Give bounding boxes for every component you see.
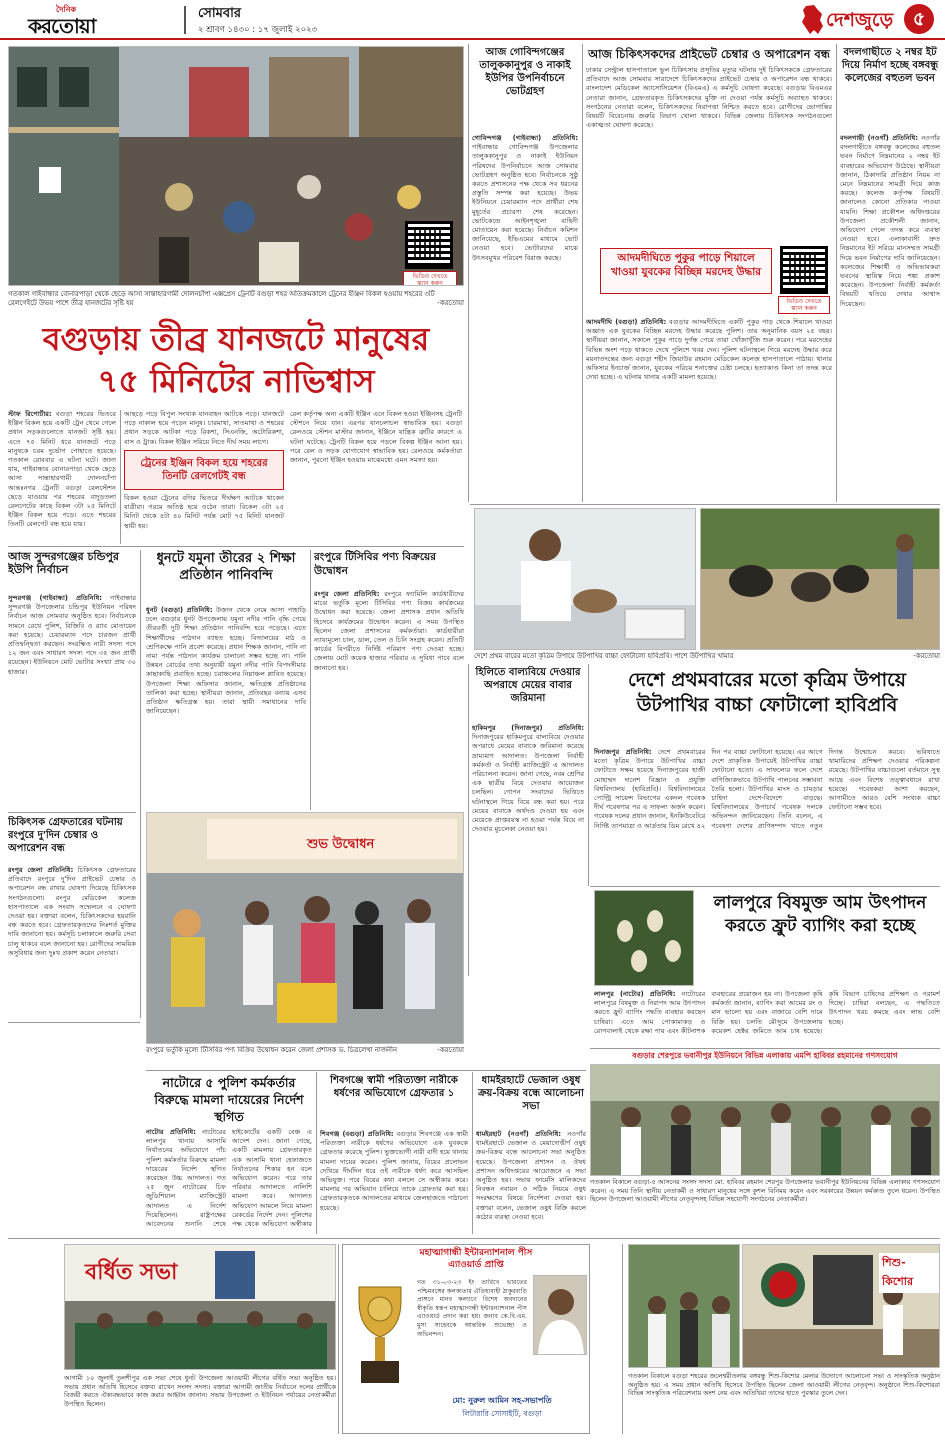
- badalgachhi-byline: বদলগাছী (নওগাঁ) প্রতিনিধি:: [840, 134, 919, 142]
- rangpur-photo-credit: -করতোয়া: [437, 1046, 464, 1054]
- lead-body-3: রেল কর্তৃপক্ষ অন্য একটি ইঞ্জিন এনে বিকল হওয়া ইঞ্জিনসহ ট্রেনটি স্টেশনে নিয়ে যান। এরপর যানচলাচল স্বাভাবিক হয়। বগুড়া রেলওয়ে স্টেশন মাস্টার জানান, ইঞ্জিনে যান্ত্রিক ত্রুটির কারণে এ ঘটনা ঘটেছে।: [290, 410, 462, 446]
- top-photo: [8, 46, 464, 286]
- natore-text: নাটোরের লালপুর থানায় আসামি নির্যাতনের অভিযোগে পাঁচ পুলিশ কর্মকর্তার বিরুদ্ধে মামলা দায়েরের নির্দেশ স্থগিত করেছেন উচ্চ আদালত। গত ২৫ জুন নাটোরের চিফ জুডিশিয়াল ম্যাজিস্ট্রেট আদালত এ নির্দেশ দিয়েছিলেন। রাষ্ট্রপক্ষের আবেদনের শুনানি শেষে হাইকোর্টের একটি বেঞ্চ এ আদেশ দেন। জানা গেছে, একটি মামলায় গ্রেফতারকৃত এক আসামি থানা হেফাজতে নির্যাতনের শিকার হন বলে অভিযোগ করেন। পরে তার পরিবার আদালতে নালিশি মামলা করে। আদালত অভিযোগ আমলে নিয়ে মামলা রেকর্ডের নির্দেশ দেন। পুলিশের পক্ষ থেকে অভিযোগ অস্বীকার: [146, 1128, 312, 1229]
- lead-body-5: ট্রেনটি বিকল হয়ে পড়লে বিকল্প ইঞ্জিন আনা হয়। পরে রেল ও সড়ক যোগাযোগ স্বাভাবিক হয়। রেলওয়ে কর্মকর্তারা জানান, পুরনো ইঞ্জিন হওয়ায় মাঝেমধ্যে এমন সমস্যা হয়।: [290, 437, 462, 465]
- rangpur-tcb-photo: [146, 812, 464, 1044]
- hili-text: দিনাজপুরের হাকিমপুরে বাল্যবিয়ে দেওয়ার অপরাধে মেয়ের বাবাকে জরিমানা করেছে ভ্রাম্যমাণ আদালত। উপজেলা নির্বাহী কর্মকর্তা ও নির্বাহী ম্যাজিস্ট্রেট এ আদালত পরিচালনা করেন। জানা গেছে, নবম শ্রেণির এক ছাত্রীর বিয়ে দেওয়ার আয়োজন চলছিল। গোপন সংবাদের ভিত্তিতে ঘটনাস্থলে গিয়ে বিয়ে বন্ধ করা হয়। পরে মেয়ের বাবাকে অর্থদণ্ড দেওয়া হয় এবং মেয়েকে প্রাপ্তবয়স্ক না হওয়া পর্যন্ত বিয়ে না দেওয়ার মুচলেকা নেওয়া হয়।: [472, 733, 584, 834]
- top-photo-credit: -করতোয়া: [437, 299, 464, 307]
- award-signature: মো: নুরুল আমিন সহ-সভাপতি: [452, 1396, 552, 1405]
- chikitsak-headline: আজ চিকিৎসকদের প্রাইভেট চেম্বার ও অপারেশন বন্ধ: [588, 47, 830, 61]
- trophy-icon: [349, 1281, 411, 1391]
- top-photo-qr: [405, 221, 453, 269]
- column-rule-c: [836, 44, 837, 502]
- dhamoirhat-body: [476, 1130, 586, 1234]
- rangpur-banner-text: শুভ উদ্বোধন: [307, 837, 375, 852]
- hili-byline: হাকিমপুর (দিনাজপুর) প্রতিনিধি:: [472, 724, 584, 732]
- gobindaganj-body: [472, 134, 578, 500]
- gobindaganj-text: গাইবান্ধার গোবিন্দগঞ্জ উপজেলার তালুককানুপুর ও নাকাই ইউনিয়ন পরিষদের উপনির্বাচনে আজ সোমবার ভোটগ্রহণ অনুষ্ঠিত হবে। নির্বাচনকে সুষ্ঠু করতে প্রশাসনের পক্ষ থেকে সব ধরনের প্রস্তুতি সম্পন্ন করা হয়েছে। উভয় ইউনিয়নে চেয়ারম্যান পদে প্রার্থীরা শেষ মুহূর্তের প্রচারণা শেষ করেছেন। ভোটকেন্দ্রে আইনশৃঙ্খলা বাহিনী মোতায়েন করা হয়েছে। নির্বাচন কমিশন জানিয়েছে, ইভিএমের মাধ্যমে ভোট নেওয়া হবে। ভোটারদের মাঝে উৎসবমুখর পরিবেশ বিরাজ করছে।: [472, 143, 578, 262]
- column-rule-i: [472, 1072, 473, 1234]
- column-rule-d: [140, 550, 141, 1018]
- dhunot-byline: ধুনট (বগুড়া) প্রতিনিধি:: [146, 606, 213, 614]
- mango-tree-image: [595, 891, 694, 986]
- pukur-qr-note: ভিডিও দেখতে স্ক্যান করুন: [778, 296, 830, 314]
- sundarganj-byline: সুন্দরগঞ্জ (গাইবান্ধা) প্রতিনিধি:: [8, 594, 102, 602]
- bangladesh-map-icon: [800, 4, 824, 36]
- lab-researcher-image: [475, 509, 696, 650]
- natore-byline: নাটোর প্রতিনিধি:: [146, 1128, 196, 1136]
- sherpur-title: বগুড়ার শেরপুরে ভবানীপুর ইউনিয়নে বিভিন্ন এলাকায় এমপি হাবিবর রহমানের গণসংযোগ: [632, 1051, 898, 1060]
- lead-headline: বগুড়ায় তীব্র যানজটে মানুষের ৭৫ মিনিটের নাভিশ্বাস: [42, 320, 430, 400]
- rangpur-chamber-body: [8, 866, 136, 1018]
- bardhito-sabha-caption: আগামী ১০ জুলাই তুলশীপুর এক সভা শেষে ধুনট উপজেলা আওয়ামী লীগের বর্ধিত সভা অনুষ্ঠিত হয়। সভায় প্রধান অতিথি হিসেবে বক্তব্য রাখেন সংসদ সদস্য। বক্তারা আগামী জাতীয় নির্বাচনে দলের প্রার্থীকে বিজয়ী করতে ঐক্যবদ্ধভাবে কাজ করার আহ্বান জানান। সভায় উপজেলা ও ইউনিয়ন পর্যায়ের নেতাকর্মীরা উপস্থিত ছিলেন।: [64, 1374, 336, 1408]
- shishu-photo-left: [628, 1244, 740, 1368]
- pukur-qr: [780, 246, 828, 294]
- column-rule-g: [588, 664, 589, 886]
- bardhito-sabha-banner: বর্ধিত সভা: [85, 1259, 178, 1285]
- rangpur-chamber-byline: রংপুর জেলা প্রতিনিধি:: [8, 866, 74, 874]
- pukur-headline: আদমদীঘিতে পুকুর পাড়ে শিয়ালে খাওয়া যুবকের বিচ্ছিন্ন মরদেহ উদ্ধার: [610, 252, 762, 278]
- shishu-photo-right: [742, 1244, 940, 1368]
- column-rule-b: [582, 44, 583, 502]
- lalpur-body: [594, 990, 940, 1044]
- lead-body-1: বগুড়া শহরের ভিতরে ইঞ্জিন বিকল হয়ে একটি ট্রেন থেমে গেলে প্রধান সড়কগুলোতে যানজট সৃষ্টি হয়। এতে ৭৫ মিনিট ধরে যানজটে পড়ে মানুষকে চরম দুর্ভোগ পোহাতে হয়েছে। গতকাল রোববার এ ঘটনা ঘটে। জানা যায়, গাইবান্ধার বোনারপাড়া থেকে ছেড়ে আসা সান্তাহারগামী দোলনচাঁপা আন্তঃনগর ট্রেনটি বগুড়া রেলস্টেশন ছেড়ে যাওয়ার পর শহরের বাদুড়তলা রেলগেটের কাছে বিকল ৩টা ২৫ মিনিটে ইঞ্জিন বিকল হয়ে পড়ে। এতে শহরের তিনটি রেলগেট বন্ধ হয়ে যায়।: [8, 410, 116, 529]
- lead-pull-quote-text: ট্রেনের ইঞ্জিন বিকল হয়ে শহরের তিনটি রেলগেটই বন্ধ: [140, 458, 268, 482]
- habipro-headline: দেশে প্রথমবারের মতো কৃত্রিম উপায়ে উটপাখির বাচ্চা ফোটালো হাবিপ্রবি: [628, 669, 906, 716]
- badalgachhi-body: [840, 134, 940, 500]
- masthead-date: ২ শ্রাবণ ১৪৩০ : ১৭ জুলাই ২০২৩: [198, 25, 318, 35]
- qr-code-icon: [780, 246, 828, 294]
- masthead-day: সোমবার: [198, 6, 242, 21]
- ostrich-caption-text: দেশে প্রথম বারের মতো কৃত্রিম উপায়ে উটপাখির বাচ্চা ফোটালো হাবিপ্রবি। পাশে উটপাখির খামার: [474, 652, 734, 660]
- habipro-text: দেশে প্রথমবারের মতো কৃত্রিম উপায়ে উটপাখির বাচ্চা ফোটাতে সক্ষম হয়েছে দিনাজপুরের হাজী মোহাম্মদ দানেশ বিজ্ঞান ও প্রযুক্তি বিশ্ববিদ্যালয় (হাবিপ্রবি)। বিশ্ববিদ্যালয়ের পোল্ট্রি সায়েন্স বিভাগের একদল গবেষক দীর্ঘ গবেষণার পর এ সাফল্য অর্জন করেন। গবেষক দলের প্রধান জানান, ইনকিউবেটরে নির্দিষ্ট তাপমাত্রা ও আর্দ্রতায় ডিম রেখে ৪২ দিন পর বাচ্চা ফোটানো হয়েছে। এর আগে দেশে প্রাকৃতিক উপায়েই উটপাখির বাচ্চা ফোটানো হতো। এ সাফল্যের ফলে দেশে বাণিজ্যিকভাবে উটপাখি পালনের সম্ভাবনা তৈরি হলো। উটপাখির মাংস ও চামড়ার চাহিদা দেশে-বিদেশে বাড়ছে। বিশ্ববিদ্যালয়ের উপাচার্য গবেষক দলকে অভিনন্দন জানিয়েছেন। তিনি বলেন, এ গবেষণা দেশের প্রাণিসম্পদ খাতে নতুন দিগন্ত উন্মোচন করবে। ভবিষ্যতে খামারিদের প্রশিক্ষণ দেওয়ার পরিকল্পনা রয়েছে। উটপাখির বাচ্চাগুলো বর্তমানে সুস্থ আছে এবং বিশেষ তত্ত্বাবধানে রাখা হয়েছে। গবেষকরা আশা করছেন, আগামীতে আরও বেশি সংখ্যক বাচ্চা ফোটানো সম্ভব হবে।: [594, 748, 940, 830]
- crowd-portrait-image: [629, 1245, 740, 1368]
- sherpur-photo: [590, 1064, 940, 1176]
- gobindaganj-byline: গোবিন্দগঞ্জ (গাইবান্ধা) প্রতিনিধি:: [472, 134, 578, 142]
- bardhito-sabha-photo: [64, 1244, 336, 1370]
- dhamoirhat-byline: ধামইরহাট (নওগাঁ) প্রতিনিধি:: [476, 1130, 562, 1138]
- portrait-image: [534, 1276, 587, 1355]
- award-ad: [342, 1244, 590, 1434]
- award-portrait: [533, 1275, 587, 1355]
- badalgachhi-text: নওগাঁর বদলগাছীতে বঙ্গবন্ধু কলেজের বহুতল ভবন নির্মাণে নিম্নমানের ২ নম্বর ইট ব্যবহারের অভিযোগ উঠেছে। স্থানীয়রা জানান, ঠিকাদারি প্রতিষ্ঠান নিয়ম না মেনে নিম্নমানের সামগ্রী দিয়ে কাজ করছে। কলেজ কর্তৃপক্ষ বিষয়টি জানালেও কোনো প্রতিকার পাওয়া যায়নি। শিক্ষা প্রকৌশল অধিদপ্তরের উপজেলা প্রকৌশলী জানান, অভিযোগ পেলে তদন্ত করে ব্যবস্থা নেওয়া হবে। এলাকাবাসী দ্রুত নিম্নমানের ইট সরিয়ে মানসম্মত সামগ্রী দিয়ে ভবন নির্মাণের দাবি জানিয়েছেন। কলেজের শিক্ষার্থী ও অভিভাবকরা ভবনের স্থায়িত্ব নিয়ে শঙ্কা প্রকাশ করেছেন। উপজেলা নির্বাহী কর্মকর্তা বিষয়টি খতিয়ে দেখার আশ্বাস দিয়েছেন।: [840, 134, 940, 308]
- pukur-text: বগুড়ার আদমদীঘিতে একটি পুকুর পাড় থেকে শিয়ালে খাওয়া অজ্ঞাত এক যুবকের বিচ্ছিন্ন মরদেহ উদ্ধার করেছে পুলিশ। তার অনুমানিক বয়স ২৫ বছর। স্থানীয়রা জানান, সকালে পুকুর পাড়ে দুর্গন্ধ পেয়ে তারা খোঁজাখুঁজি শুরু করেন। পরে মরদেহের বিভিন্ন অংশ পড়ে থাকতে দেখে পুলিশে খবর দেন। পুলিশ ঘটনাস্থলে গিয়ে মরদেহ উদ্ধার করে ময়নাতদন্তের জন্য বগুড়া শহীদ জিয়াউর রহমান মেডিকেল কলেজ হাসপাতালে পাঠায়। থানার অফিসার ইনচার্জ জানান, যুবকের পরিচয় শনাক্তের চেষ্টা চলছে। হত্যাকাণ্ড কিনা তা তদন্ত করে দেখা হচ্ছে। এ ঘটনায় থানায় একটি মামলা হয়েছে।: [586, 318, 832, 382]
- sherpur-crowd-image: [591, 1065, 940, 1176]
- habipro-byline: দিনাজপুর প্রতিনিধি:: [594, 748, 652, 756]
- tcb-byline: রংপুর জেলা প্রতিনিধি:: [314, 590, 380, 598]
- qr-note: ভিডিও দেখতে স্ক্যান করুন: [403, 271, 457, 286]
- shibganj-body: [320, 1130, 468, 1234]
- top-photo-caption-text: গতকাল গাইবান্ধার বোনারপাড়া থেকে ছেড়ে আসা সান্তাহারগামী দোলনচাঁপা এক্সপ্রেস ট্রেনটি বগুড়া শহর অতিক্রমকালে ট্রেনের ইঞ্জিন বিকল হওয়ায় শহরের ৩টি রেলগেইটে উভয় পাশে তীব্র যানজটের সৃষ্টি হয়: [8, 290, 435, 307]
- page-number: ৫: [912, 8, 926, 30]
- ostrich-farm-photo: [700, 508, 940, 650]
- lalpur-text: নাটোরের লালপুরে বিষমুক্ত ও নিরাপদ আম উৎপাদন করতে ফ্রুট ব্যাগিং পদ্ধতি ব্যবহার করছেন চাষিরা। এতে আম পোকামাকড় ও রোগবালাই থেকে রক্ষা পায় এবং কীটনাশক ব্যবহারের প্রয়োজন হয় না। উপজেলা কৃষি কর্মকর্তা জানান, ব্যাগিং করা আমের রং ও মান ভালো হয় এবং বাজারে বেশি দামে বিক্রি হয়। চলতি মৌসুমে উপজেলায় কয়েকশ হেক্টর জমিতে আম চাষ হয়েছে। কৃষি বিভাগ চাষিদের প্রশিক্ষণ ও পরামর্শ দিচ্ছে। চাষিরা বলছেন, এ পদ্ধতিতে উৎপাদন খরচ কমছে এবং লাভ বেশি হচ্ছে।: [594, 990, 940, 1035]
- badalgachhi-headline: বদলগাছীতে ২ নম্বর ইট দিয়ে নির্মাণ হচ্ছে বঙ্গবন্ধু কলেজের বহুতল ভবন: [841, 47, 939, 84]
- hili-body: [472, 724, 584, 1024]
- tcb-inauguration-image: [147, 813, 464, 1044]
- shibganj-byline: শিবগঞ্জ (বগুড়া) প্রতিনিধি:: [320, 1130, 394, 1138]
- left-column-bottom-rule: [8, 1022, 140, 1023]
- column-rule-h: [316, 1072, 317, 1234]
- top-photo-caption: [8, 290, 464, 310]
- ostrich-credit: -করতোয়া: [913, 652, 940, 660]
- rangpur-photo-caption-text: রংপুরে ভর্তুকি মূল্যে টিসিবির পণ্য বিক্রির উদ্বোধন করেন জেলা প্রশাসক ড. চিত্রলেখা নাজনীন: [146, 1046, 397, 1054]
- bottom-rule-2: [622, 1244, 623, 1434]
- lead-byline: স্টাফ রিপোর্টার:: [8, 410, 52, 418]
- award-title: মহাত্মাগান্ধী ইন্টারন্যাশনাল পীস এ্যাওয়ার্ড প্রাপ্তি: [419, 1248, 533, 1270]
- ostrich-lab-photo: [474, 508, 696, 650]
- dhamoirhat-headline: ধামইরহাটে ভেজাল ওষুধ ক্রয়-বিক্রয় বন্ধে আলোচনা সভা: [478, 1075, 584, 1112]
- rangpur-chamber-headline: চিকিৎসক গ্রেফতারের ঘটনায় রংপুরে দু'দিন চেম্বার ও অপারেশন বন্ধ: [8, 817, 123, 854]
- lead-column-1: [8, 410, 116, 542]
- pukur-byline: আদমদীঘি (বগুড়া) প্রতিনিধি:: [586, 318, 667, 326]
- sundarganj-rule: [8, 812, 136, 813]
- habipro-body: [594, 748, 940, 882]
- chikitsak-body: ঢাকার সেন্ট্রাল হাসপাতালে ভুল চিকিৎসায় প্রসূতির মৃত্যুর ঘটনায় দুই চিকিৎসককে গ্রেফতারের প্রতিবাদে আজ সোমবার সারাদেশে চিকিৎসকদের প্রাইভেট চেম্বার ও অপারেশন বন্ধ থাকবে। বাংলাদেশ মেডিকেল অ্যাসোসিয়েশন (বিএমএ) এ কর্মসূচি ঘোষণা করেছে। বগুড়ায় বিএমএর নেতারা জানান, গ্রেফতারকৃত চিকিৎসকদের মুক্তি না দেওয়া পর্যন্ত কর্মসূচি অব্যাহত থাকবে। সংগঠনের নেতারা বলেন, চিকিৎসকদের নিরাপত্তা নিশ্চিত করতে হবে। রোগীদের ভোগান্তির বিষয়টি বিবেচনায় জরুরি বিভাগ খোলা থাকবে। বিভিন্ন জেলায় চিকিৎসক সংগঠনগুলো একাত্মতা ঘোষণা করেছে।: [586, 66, 832, 130]
- masthead: [0, 0, 945, 40]
- newspaper-logo: [28, 4, 180, 36]
- award-body: গত ৩১-০৩-২৩ ইং তারিখে ভারতের পশ্চিমবঙ্গের কলকাতার ঐতিহ্যবাহী ঠাকুরবাড়ি প্রাঙ্গণে মানব কল্যাণে বিশেষ অবদানের স্বীকৃতি স্বরূপ মহাত্মাগান্ধী ইন্টারন্যাশনাল পীস এ্যাওয়ার্ড প্রদান করা হয়। জনাব কে.বি.এম. মুসা সাহেবকে আন্তরিক শুভেচ্ছা ও অভিনন্দন।: [417, 1279, 527, 1338]
- natore-headline: নাটোরে ৫ পুলিশ কর্মকর্তার বিরুদ্ধে মামলা দায়েরের নির্দেশ স্থগিত: [154, 1075, 304, 1124]
- lead-pull-quote: [124, 450, 284, 490]
- tcb-body: [314, 590, 464, 806]
- rangpur-chamber-text: চিকিৎসক গ্রেফতারের প্রতিবাদে রংপুরে দু'দিন প্রাইভেট চেম্বার ও অপারেশন বন্ধ রাখার ঘোষণা দিয়েছে চিকিৎসক সংগঠনগুলো। রংপুর মেডিকেল কলেজ হাসপাতালে এক সংবাদ সম্মেলনে এ ঘোষণা দেওয়া হয়। বক্তারা বলেন, চিকিৎসকদের হয়রানি বন্ধ করতে হবে। গ্রেফতারকৃতদের নিঃশর্ত মুক্তির দাবি জানানো হয়। কর্মসূচি চলাকালে জরুরি সেবা চালু থাকবে বলে জানানো হয়। রোগীদের সাময়িক অসুবিধার জন্য দুঃখ প্রকাশ করেন নেতারা।: [8, 866, 136, 957]
- pukur-headline-box: [600, 248, 772, 294]
- masthead-divider: [184, 6, 186, 34]
- lead-column-3: [290, 410, 462, 542]
- dhamoirhat-text: নওগাঁর ধামইরহাটে ভেজাল ও মেয়াদোত্তীর্ণ ওষুধ ক্রয়-বিক্রয় বন্ধে আলোচনা সভা অনুষ্ঠিত হয়েছে। উপজেলা প্রশাসন ও ঔষধ প্রশাসন অধিদপ্তরের আয়োজনে এ সভা অনুষ্ঠিত হয়। সভায় ফার্মেসি মালিকদের নিবন্ধন নবায়ন ও সঠিক নিয়মে ওষুধ সংরক্ষণের বিষয়ে নির্দেশনা দেওয়া হয়। বক্তারা বলেন, ভেজাল ওষুধ বিক্রি করলে কঠোর ব্যবস্থা নেওয়া হবে।: [476, 1130, 586, 1221]
- dhunot-body: [146, 606, 306, 806]
- logo-small-text: দৈনিক: [56, 5, 77, 14]
- shishu-banner: শিশু-কিশোর: [879, 1253, 939, 1293]
- pukur-body: [586, 318, 832, 502]
- logo-main-text: করতোয়া: [28, 14, 96, 38]
- bottom-rule-1: [338, 1244, 339, 1434]
- sundarganj-body: [8, 594, 136, 808]
- mango-bagging-photo: [594, 890, 694, 986]
- lead-bottom-rule: [8, 546, 464, 547]
- dhunot-text: উজান থেকে নেমে আসা পাহাড়ি ঢলে বগুড়ার ধুনট উপজেলায় যমুনা নদীর পানি বৃদ্ধি পেয়ে তীরবর্তী দুটি শিক্ষা প্রতিষ্ঠান পানিবন্দি হয়ে পড়েছে। এতে শিক্ষার্থীদের পাঠদান ব্যাহত হচ্ছে। বিদ্যালয়ের মাঠ ও শ্রেণিকক্ষে পানি প্রবেশ করেছে। প্রধান শিক্ষক জানান, পানি না নামা পর্যন্ত পাঠদান কার্যক্রম চালানো সম্ভব হচ্ছে না। পানি উন্নয়ন বোর্ডের তথ্য অনুযায়ী যমুনা নদীর পানি বিপদসীমার কাছাকাছি প্রবাহিত হচ্ছে। চরাঞ্চলের নিম্নাঞ্চল প্লাবিত হয়েছে। উপজেলা শিক্ষা অফিসার জানান, ক্ষতিগ্রস্ত প্রতিষ্ঠানের তালিকা করা হচ্ছে। স্থানীয়রা জানান, প্রতিবছর বন্যায় এসব প্রতিষ্ঠান ক্ষতিগ্রস্ত হয়। তারা স্থায়ী সমাধানের দাবি জানিয়েছেন।: [146, 606, 306, 716]
- sherpur-caption: গতকাল বিকালে বগুড়া-৫ আসনের সংসদ সদস্য মো. হাবিবর রহমান শেরপুর উপজেলার ভবানীপুর ইউনিয়নের বিভিন্ন এলাকায় গণসংযোগ করেন। এ সময় তিনি স্থানীয় নেতাকর্মী ও সাধারণ মানুষের সঙ্গে কুশল বিনিময় করেন এবং সরকারের উন্নয়ন কর্মকাণ্ড তুলে ধরেন। উপস্থিত ছিলেন উপজেলা আওয়ামী লীগের নেতৃবৃন্দসহ বিভিন্ন সহযোগী সংগঠনের নেতাকর্মীরা।: [590, 1178, 940, 1204]
- shishu-caption: গতকাল বিকালে বগুড়া শহরের জলেশ্বরীতলায় বঙ্গবন্ধু শিশু-কিশোর মেলার উদ্যোগে আলোচনা সভা ও সাংস্কৃতিক অনুষ্ঠান অনুষ্ঠিত হয়। এ সময় প্রধান অতিথি হিসেবে উপস্থিত ছিলেন জেলা আওয়ামী লীগের নেতৃবৃন্দ। অনুষ্ঠানে শিশু-কিশোররা বিভিন্ন সাংস্কৃতিক পরিবেশনায় অংশ নেয় এবং অতিথিরা তাদের হাতে পুরস্কার তুলে দেন।: [628, 1372, 940, 1398]
- bottom-strip-rule: [8, 1238, 940, 1239]
- gobindaganj-headline: আজ গোবিন্দগঞ্জের তালুককানুপুর ও নাকাই ইউপির উপনির্বাচনে ভোটগ্রহণ: [479, 47, 571, 97]
- ostrich-top-rule: [470, 504, 940, 505]
- lalpur-byline: লালপুর (নাটোর) প্রতিনিধি:: [594, 990, 676, 998]
- sundarganj-headline: আজ সুন্দরগঞ্জের চন্ডিপুর ইউপি নির্বাচন: [8, 550, 119, 576]
- ostrich-farm-image: [701, 509, 940, 650]
- page-number-badge: [904, 4, 934, 34]
- rangpur-photo-caption: [146, 1046, 464, 1066]
- shibganj-headline: শিবগঞ্জে স্বামী পরিত্যক্তা নারীকে ধর্ষণের অভিযোগে গ্রেফতার ১: [330, 1075, 458, 1099]
- sherpur-title-bar: [590, 1048, 940, 1062]
- sundarganj-text: গাইবান্ধার সুন্দরগঞ্জ উপজেলার চন্ডিপুর ইউনিয়ন পরিষদ নির্বাচন আজ সোমবার অনুষ্ঠিত হবে। নির্বাচনকে সামনে রেখে পুলিশ, বিজিবি ও র‍্যাব মোতায়েন করা হয়েছে। চেয়ারম্যান পদে চারজন প্রার্থী প্রতিদ্বন্দ্বিতা করছেন। সংরক্ষিত নারী সদস্য পদে ১২ জন এবং সাধারণ সদস্য পদে ৩৫ জন প্রার্থী রয়েছেন। ইউনিয়নে মোট ভোটার সংখ্যা প্রায় ৩০ হাজার।: [8, 594, 136, 676]
- hili-headline: হিলিতে বাল্যবিয়ে দেওয়ার অপরাধে মেয়ের বাবার জরিমানা: [475, 667, 581, 704]
- lalpur-top-rule: [590, 886, 940, 887]
- qr-code-icon: [405, 221, 453, 269]
- column-rule-a: [468, 44, 469, 502]
- ostrich-caption: [474, 652, 940, 662]
- lead-column-2: আছড়ে পড়ে বিপুল সংখ্যক যানবাহন আটকে পড়ে। যানজটে পড়ে নাকাল হয়ে পড়েন মানুষ। চারমাথা, সাতমাথা ও শহরের প্রধান সড়কে আটকা পড়ে রিকশা, সিএনজি, অটোরিকশা, বাস ও ট্রাক। বিকল ইঞ্জিন সরিয়ে নিতে দীর্ঘ সময় লাগে।: [124, 410, 284, 446]
- tcb-text: রংপুরে ফ্যামিলি কার্ডধারীদের মাঝে ভর্তুকি মূল্যে টিসিবির পণ্য বিক্রয় কার্যক্রমের উদ্বোধন করা হয়েছে। জেলা প্রশাসক প্রধান অতিথি হিসেবে কার্যক্রমের উদ্বোধন করেন। এ সময় উপস্থিত ছিলেন জেলা প্রশাসনের কর্মকর্তারা। কার্ডধারীরা ন্যায্যমূল্যে চাল, ডাল, তেল ও চিনি সংগ্রহ করেন। প্রতিটি কার্ডের বিপরীতে নির্দিষ্ট পরিমাণ পণ্য দেওয়া হচ্ছে। জেলায় মোট কয়েক হাজার পরিবার এ সুবিধা পাবে বলে জানানো হয়।: [314, 590, 464, 672]
- natore-body: [146, 1128, 312, 1234]
- lalpur-headline: লালপুরে বিষমুক্ত আম উৎপাদন করতে ফ্রুট ব্যাগিং করা হচ্ছে: [713, 893, 927, 936]
- column-rule-f: [468, 664, 469, 976]
- shibganj-text: বগুড়ার শিবগঞ্জে এক স্বামী পরিত্যক্তা নারীকে ধর্ষণের অভিযোগে এক যুবককে গ্রেফতার করেছে পুলিশ। ভুক্তভোগী নারী বাদী হয়ে থানায় মামলা দায়ের করেন। পুলিশ জানায়, বিয়ের প্রলোভন দেখিয়ে দীর্ঘদিন ধরে ওই নারীকে ধর্ষণ করে আসছিল অভিযুক্ত। পরে বিয়ের কথা বললে সে অস্বীকার করে। মামলার পর অভিযান চালিয়ে তাকে গ্রেফতার করা হয়। গ্রেফতারকৃতকে আদালতের মাধ্যমে জেলহাজতে পাঠানো হয়েছে।: [320, 1130, 468, 1212]
- column-rule-e: [310, 550, 311, 810]
- natore-top-rule: [146, 1070, 586, 1071]
- lead-column-2b: বিকল হওয়া ট্রেনের বগির ভিতরে দীর্ঘক্ষণ আটকে থাকেন যাত্রীরা। গরমে অতিষ্ঠ হয়ে ওঠেন তারা। বিকেল ৩টা ২৫ মিনিট থেকে ৪টা ৪০ মিনিট পর্যন্ত মোট ৭৫ মিনিট যানজট স্থায়ী হয়।: [124, 494, 284, 530]
- dhunot-headline: ধুনটে যমুনা তীরের ২ শিক্ষা প্রতিষ্ঠান পানিবন্দি: [156, 551, 296, 583]
- lead-column-rule: [120, 410, 121, 544]
- street-traffic-image: [9, 47, 464, 286]
- award-org: লিটারারি সোসাইটি, বগুড়া: [462, 1409, 542, 1418]
- tcb-headline: রংপুরে টিসিবির পণ্য বিক্রয়ের উদ্বোধন: [314, 551, 437, 577]
- section-title: দেশজুড়ে: [826, 9, 894, 31]
